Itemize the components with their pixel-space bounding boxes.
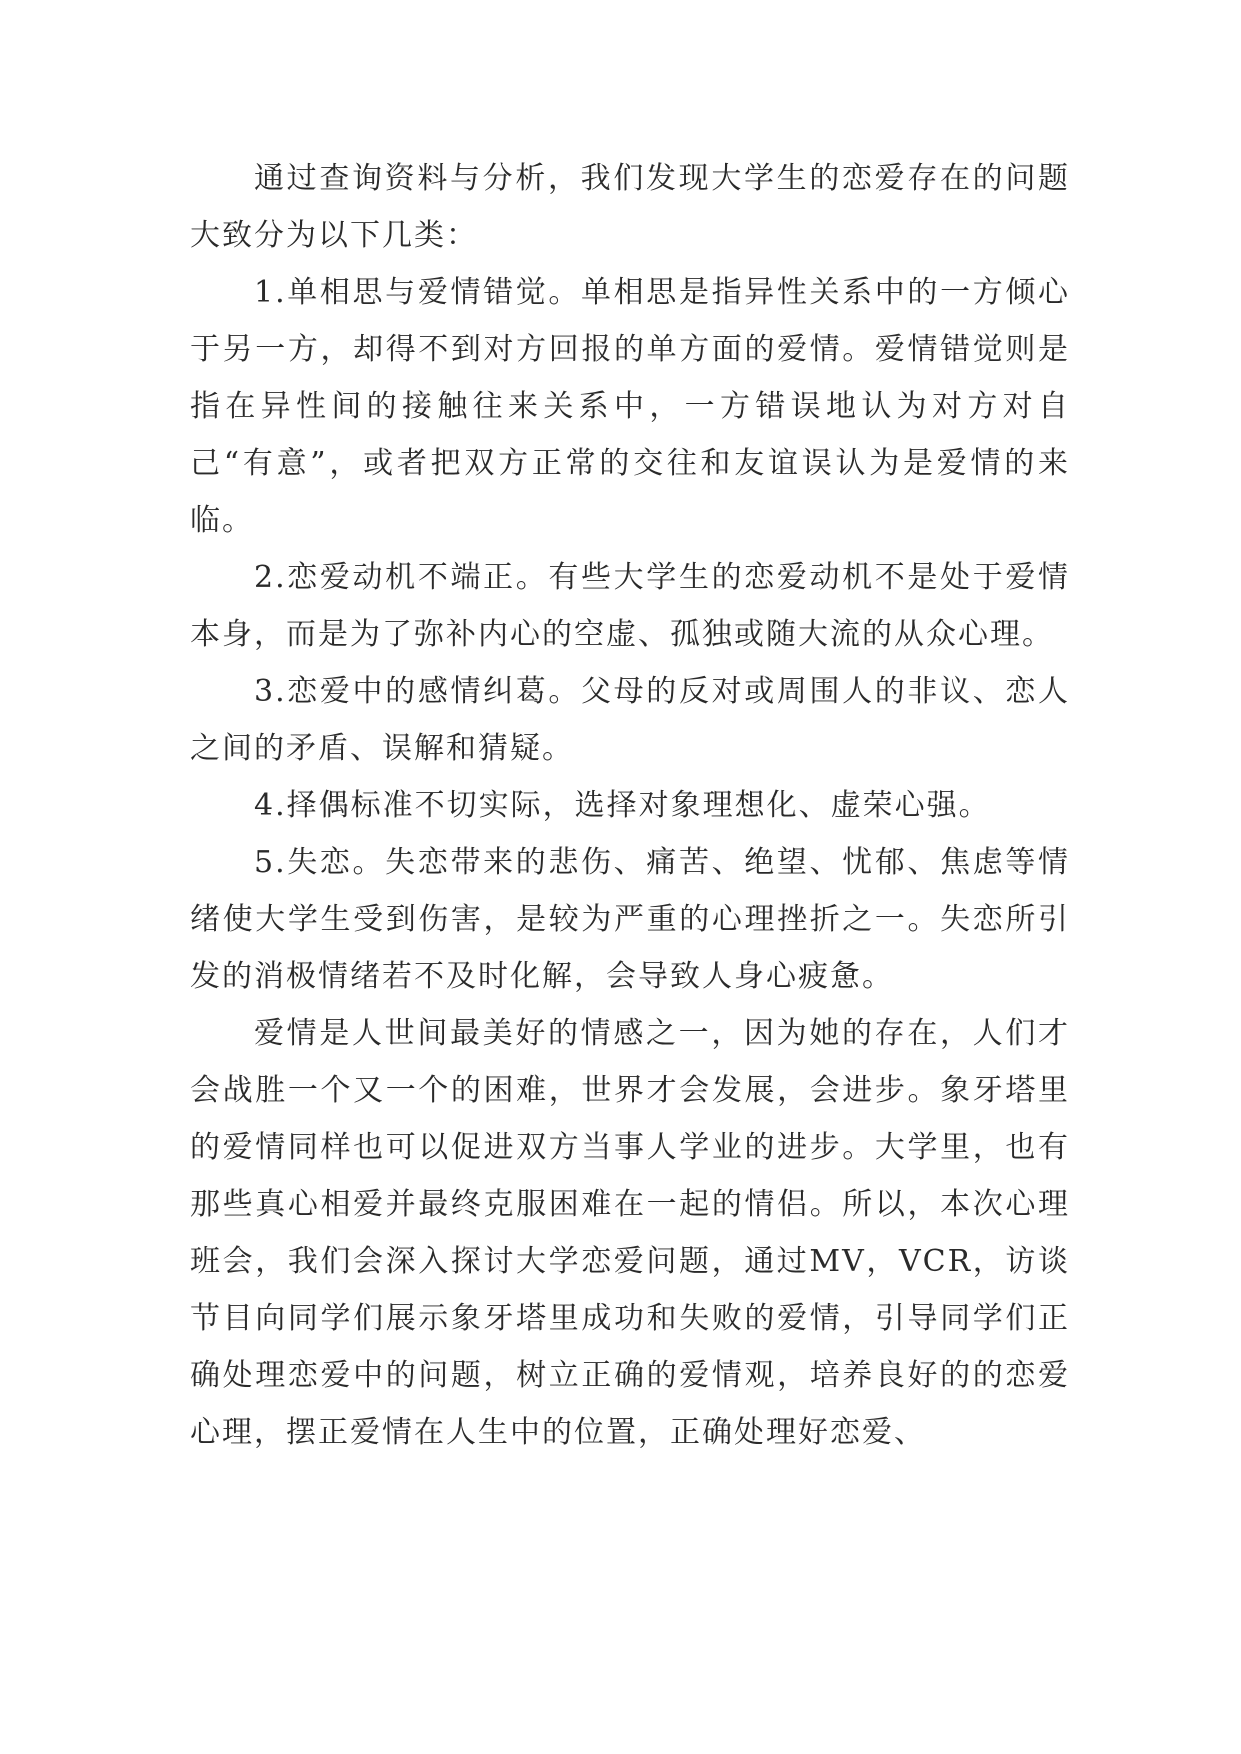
document-body — [190, 150, 1070, 1461]
paragraph-conclusion: 爱情是人世间最美好的情感之一，因为她的存在，人们才会战胜一个又一个的困难，世界才会发展，会进步。象牙塔里的爱情同样也可以促进双方当事人学业的进步。大学里，也有那些真心相爱并最终克服困难在一起的情侣。所以，本次心理班会，我们会深入探讨大学恋爱问题，通过MV，VCR，访谈节目向同学们展示象牙塔里成功和失败的爱情，引导同学们正确处理恋爱中的问题，树立正确的爱情观，培养良好的的恋爱心理，摆正爱情在人生中的位置，正确处理好恋爱、 — [190, 1016, 1070, 1450]
paragraph-item-4: 4.择偶标准不切实际，选择对象理想化、虚荣心强。 — [254, 788, 991, 823]
paragraph-intro: 通过查询资料与分析，我们发现大学生的恋爱存在的问题大致分为以下几类： — [190, 161, 1070, 253]
paragraph-item-1: 1.单相思与爱情错觉。单相思是指异性关系中的一方倾心于另一方，却得不到对方回报的单方面的爱情。爱情错觉则是指在异性间的接触往来关系中，一方错误地认为对方对自己“有意”，或者把双方正常的交往和友谊误认为是爱情的来临。 — [190, 275, 1070, 538]
paragraph-item-5: 5.失恋。失恋带来的悲伤、痛苦、绝望、忧郁、焦虑等情绪使大学生受到伤害，是较为严重的心理挫折之一。失恋所引发的消极情绪若不及时化解，会导致人身心疲惫。 — [190, 845, 1070, 994]
paragraph-item-3: 3.恋爱中的感情纠葛。父母的反对或周围人的非议、恋人之间的矛盾、误解和猜疑。 — [190, 674, 1070, 766]
paragraph-item-2: 2.恋爱动机不端正。有些大学生的恋爱动机不是处于爱情本身，而是为了弥补内心的空虚、孤独或随大流的从众心理。 — [190, 560, 1070, 652]
